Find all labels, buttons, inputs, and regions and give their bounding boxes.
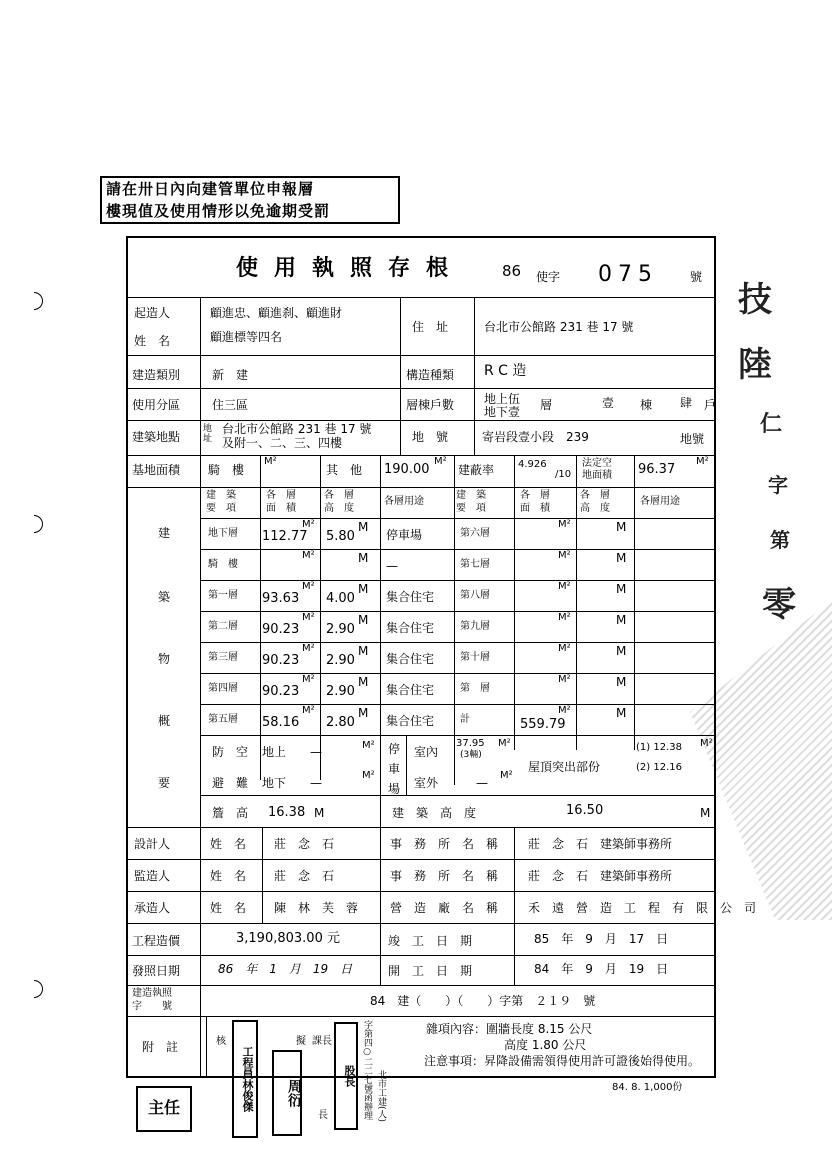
floor-name: 第九層 <box>460 621 490 632</box>
contractor-name: 陳 林 芙 蓉 <box>274 901 359 915</box>
floor-name: 第七層 <box>460 559 490 570</box>
floor-name: 第 層 <box>460 683 490 694</box>
summary-char: 築 <box>158 590 171 604</box>
floor-height: 5.80 <box>326 529 355 544</box>
area-label: 基地面積 <box>132 463 181 477</box>
rule <box>200 580 716 581</box>
col-head: 各 層 <box>520 490 550 501</box>
floor-height: 2.90 <box>326 653 355 668</box>
floors-above: 地上伍 <box>484 392 521 406</box>
name-label: 姓 名 <box>210 837 247 851</box>
supervisor-name: 莊 念 石 <box>274 869 335 883</box>
unit: M <box>700 806 711 820</box>
floor-height: 4.00 <box>326 591 355 606</box>
unit: M <box>358 613 369 627</box>
unit-label: 戶 <box>704 398 717 412</box>
floor-height: 2.90 <box>326 684 355 699</box>
floors-below: 地下壹 <box>484 405 521 419</box>
rule <box>126 923 716 924</box>
unit: M² <box>558 674 571 685</box>
bldg-height-label: 建 築 高 度 <box>392 806 477 820</box>
prefix: 使字 <box>536 270 561 284</box>
build-type: 新 建 <box>212 368 249 382</box>
rule <box>474 297 475 355</box>
unit: M² <box>302 519 315 530</box>
law-reference: 北市工建(人) <box>376 1070 386 1123</box>
shelter-above: 地上 <box>262 745 287 759</box>
floors-label: 層棟戶數 <box>406 398 455 412</box>
floor-use: 停車場 <box>386 528 423 542</box>
summary-char: 物 <box>158 652 171 666</box>
coverage: 4.926 <box>518 459 547 470</box>
name-label: 姓 名 <box>210 869 247 883</box>
office-label: 事 務 所 名 稱 <box>390 837 499 851</box>
chief-seal: 股長 <box>334 1022 358 1130</box>
empty-label-2: 地面積 <box>582 470 612 481</box>
bldg-height: 16.50 <box>566 803 604 818</box>
unit: M² <box>558 581 571 592</box>
floors-unit: 層 <box>540 398 553 412</box>
unit: M <box>358 706 369 720</box>
zone-label: 使用分區 <box>132 398 181 412</box>
unit: M² <box>302 612 315 623</box>
side-char: 零 <box>762 585 796 625</box>
outdoor-label: 室外 <box>414 776 439 790</box>
rule <box>514 455 515 750</box>
col-head: 面 積 <box>266 503 296 514</box>
address-label: 住 址 <box>412 320 449 334</box>
rule <box>126 859 716 860</box>
rule <box>126 891 716 892</box>
unit: M² <box>558 550 571 561</box>
floor-height: 2.80 <box>326 715 355 730</box>
arcade-label: 騎 樓 <box>208 463 245 477</box>
rule <box>260 455 261 780</box>
bldg-count: 壹 <box>602 396 615 410</box>
floor-name: 第八層 <box>460 590 490 601</box>
rule <box>200 355 201 487</box>
rule <box>200 795 716 796</box>
rule <box>200 611 716 612</box>
issue-date: 86 年 1 月 19 日 <box>218 962 353 976</box>
floor-name: 第五層 <box>208 714 238 725</box>
unit: M² <box>362 740 375 751</box>
summary-char: 建 <box>158 526 171 540</box>
lot: 寄岩段壹小段 239 <box>482 430 589 444</box>
other-area: 190.00 <box>384 462 430 477</box>
unit: M <box>616 551 627 565</box>
other-unit: M² <box>434 456 447 467</box>
rule <box>634 455 635 750</box>
punch-hole <box>34 515 43 533</box>
col-head: 各層用途 <box>384 496 424 507</box>
unit: M² <box>558 643 571 654</box>
indoor-label: 室內 <box>414 745 439 759</box>
designer-name: 莊 念 石 <box>274 837 335 851</box>
rule <box>126 487 716 488</box>
cost: 3,190,803.00 元 <box>236 931 340 946</box>
unit: M <box>358 644 369 658</box>
rule <box>200 297 201 355</box>
floor-name: 第六層 <box>460 528 490 539</box>
floor-name: 計 <box>460 714 470 725</box>
supervisor-label: 監造人 <box>134 869 171 883</box>
rule <box>126 297 716 298</box>
floor-area: 90.23 <box>262 684 300 699</box>
col-head: 高 度 <box>324 503 354 514</box>
owner-address: 台北市公館路 231 巷 17 號 <box>484 320 634 334</box>
col-head: 要 項 <box>206 503 236 514</box>
rule <box>200 735 716 736</box>
lot-label: 地 號 <box>412 430 449 444</box>
summary-char: 概 <box>158 714 171 728</box>
rule <box>400 297 401 355</box>
floor-area: 58.16 <box>262 715 300 730</box>
misc-2: 高度 1.80 公尺 <box>504 1038 587 1052</box>
done-date: 85 年 9 月 17 日 <box>534 932 669 946</box>
rule <box>200 642 716 643</box>
permit-number: 075 <box>598 262 658 287</box>
park-char: 場 <box>388 782 401 796</box>
notice-line-2: 樓現值及使用情形以免逾期受罰 <box>106 202 331 220</box>
unit: M² <box>700 738 713 749</box>
office-label: 事 務 所 名 稱 <box>390 869 499 883</box>
rule <box>380 827 381 985</box>
corner-seal: 主任 <box>136 1086 192 1132</box>
roof-area-2: (2) 12.16 <box>636 762 682 773</box>
empty-area: 96.37 <box>638 462 676 477</box>
col-head: 要 項 <box>456 503 486 514</box>
punch-hole <box>34 980 43 998</box>
permit-label-2: 字 號 <box>132 1001 172 1012</box>
site-line-1: 台北市公館路 231 巷 17 號 <box>222 422 372 436</box>
arcade-unit: M² <box>264 456 277 467</box>
unit: M² <box>302 643 315 654</box>
eave-label: 簷 高 <box>212 806 249 820</box>
year: 86 <box>502 262 522 280</box>
reference-column: 字第四○二二七號函辦理 <box>362 1020 372 1120</box>
unit: M² <box>302 674 315 685</box>
rule <box>126 388 716 389</box>
rule <box>200 549 716 550</box>
unit: M² <box>558 612 571 623</box>
site-label: 建築地點 <box>132 430 181 444</box>
col-head: 各 層 <box>266 490 296 501</box>
rule <box>200 704 716 705</box>
other-label: 其 他 <box>326 463 363 477</box>
rule <box>126 985 716 986</box>
rule <box>474 355 475 455</box>
owner-label: 起造人 <box>134 306 171 320</box>
site-side-label: 地址 <box>203 424 213 444</box>
floor-area: 112.77 <box>262 529 308 544</box>
roof-label: 屋頂突出部份 <box>528 760 601 774</box>
build-type-label: 建造類別 <box>132 368 181 382</box>
unit: M² <box>302 550 315 561</box>
unit: M <box>616 613 627 627</box>
roof-area-1: (1) 12.38 <box>636 742 682 753</box>
floor-area: 90.23 <box>262 622 300 637</box>
start-date: 84 年 9 月 19 日 <box>534 962 669 976</box>
form-title: 使用執照存根 <box>236 256 465 281</box>
unit: M <box>358 520 369 534</box>
floor-name: 第十層 <box>460 652 490 663</box>
summary-char: 要 <box>158 776 171 790</box>
permit-ref: 84 建（ ）（ ）字第 ２１９ 號 <box>370 994 596 1008</box>
park-char: 停 <box>388 742 401 756</box>
col-head: 建 築 <box>206 490 236 501</box>
punch-hole <box>34 292 43 310</box>
floor-name: 第一層 <box>208 590 238 601</box>
rule <box>576 455 577 750</box>
designer-label: 設計人 <box>134 837 171 851</box>
side-char: 第 <box>770 528 790 552</box>
dash: — <box>476 776 488 790</box>
empty-label-1: 法定空 <box>582 458 612 469</box>
site-line-2: 及附一、二、三、四樓 <box>222 436 343 450</box>
floor-name: 騎 樓 <box>208 559 238 570</box>
official-seal: 周衍 <box>272 1050 302 1136</box>
side-char: 陸 <box>738 345 772 385</box>
floor-name: 第三層 <box>208 652 238 663</box>
floor-name: 第二層 <box>208 621 238 632</box>
unit: M² <box>498 738 511 749</box>
head-label: 課長 <box>312 1036 332 1047</box>
owner-names: 顧進忠、顧進刹、顧進財 <box>210 306 343 320</box>
col-head: 面 積 <box>520 503 550 514</box>
floor-use: 集合住宅 <box>386 683 435 697</box>
coverage-label: 建蔽率 <box>458 463 495 477</box>
unit: M <box>358 582 369 596</box>
col-head: 各 層 <box>580 490 610 501</box>
side-char: 技 <box>738 280 772 320</box>
floor-use: 集合住宅 <box>386 652 435 666</box>
rule <box>126 455 716 456</box>
suffix: 號 <box>690 270 703 284</box>
dash: — <box>310 745 322 759</box>
unit: M <box>358 551 369 565</box>
note-label: 附 註 <box>142 1040 179 1054</box>
notice-line-1: 請在卅日內向建管單位申報層 <box>106 180 315 198</box>
name-label: 姓 名 <box>210 901 247 915</box>
chief-label: 長 <box>318 1110 328 1121</box>
empty-unit: M² <box>696 456 709 467</box>
unit: M <box>616 706 627 720</box>
side-char: 仁 <box>760 412 783 437</box>
office-label: 營 造 廠 名 稱 <box>390 901 499 915</box>
unit: M <box>616 520 627 534</box>
col-head: 高 度 <box>580 503 610 514</box>
rule <box>514 827 515 985</box>
refuge-label: 避 難 <box>212 776 249 790</box>
notice: 注意事項：昇降設備需領得使用許可證後始得使用。 <box>424 1054 701 1068</box>
unit: M² <box>302 581 315 592</box>
unit: M <box>616 675 627 689</box>
contractor-office: 禾 遠 營 造 工 程 有 限 公 司 <box>528 901 757 915</box>
unit: M² <box>558 705 571 716</box>
unit: M <box>314 806 325 820</box>
owner-names-2: 顧進標等四名 <box>210 330 283 344</box>
indoor-note: (3輛) <box>460 750 482 760</box>
floor-name: 地下層 <box>208 528 238 539</box>
unit: M² <box>558 519 571 530</box>
side-char: 字 <box>768 473 788 497</box>
issue-label: 發照日期 <box>132 964 181 978</box>
structure-type: R C 造 <box>484 363 527 379</box>
designer-office: 莊 念 石 建築師事務所 <box>528 837 673 851</box>
unit: M <box>358 675 369 689</box>
unit: M <box>616 582 627 596</box>
floor-use: 集合住宅 <box>386 714 435 728</box>
check-label: 核 <box>216 1036 226 1047</box>
engineer-seal: 工程員林俊傑 <box>232 1020 258 1138</box>
rule <box>400 355 401 455</box>
col-head: 各 層 <box>324 490 354 501</box>
coverage-denominator: /10 <box>555 469 572 480</box>
zone: 住三區 <box>212 398 249 412</box>
rule <box>126 827 716 828</box>
bldg-unit: 棟 <box>640 398 653 412</box>
cost-label: 工程造價 <box>132 934 181 948</box>
unit-count: 肆 <box>680 396 693 410</box>
rule <box>406 735 407 795</box>
unit: M² <box>302 705 315 716</box>
supervisor-office: 莊 念 石 建築師事務所 <box>528 869 673 883</box>
unit: M <box>616 644 627 658</box>
shelter-below: 地下 <box>262 776 287 790</box>
notice-stamp <box>100 176 400 224</box>
rule <box>262 827 263 923</box>
structure-label: 構造種類 <box>406 368 455 382</box>
floor-area: 559.79 <box>520 717 566 732</box>
permit-label: 建造執照 <box>132 988 172 999</box>
draft-label: 擬 <box>296 1036 306 1047</box>
rule <box>206 1016 207 1078</box>
owner-label-2: 姓 名 <box>134 334 171 348</box>
col-head: 建 築 <box>456 490 486 501</box>
lot-unit: 地號 <box>680 432 705 446</box>
rule <box>126 355 716 356</box>
shelter-label: 防 空 <box>212 745 249 759</box>
rule <box>320 455 321 780</box>
rule <box>200 487 201 827</box>
floor-name: 第四層 <box>208 683 238 694</box>
rule <box>200 827 201 1077</box>
park-char: 車 <box>388 762 401 776</box>
floor-use: 集合住宅 <box>386 590 435 604</box>
start-label: 開 工 日 期 <box>388 964 473 978</box>
dash: — <box>310 776 322 790</box>
floor-area: 93.63 <box>262 591 300 606</box>
floor-use: 集合住宅 <box>386 621 435 635</box>
contractor-label: 承造人 <box>134 901 171 915</box>
floor-use: — <box>386 559 398 573</box>
unit: M² <box>362 770 375 781</box>
print-note: 84. 8. 1,000份 <box>612 1082 683 1093</box>
eave-height: 16.38 <box>268 805 306 820</box>
unit: M² <box>500 770 513 781</box>
rule <box>126 1016 716 1017</box>
floor-height: 2.90 <box>326 622 355 637</box>
misc-1: 雜項內容：圍牆長度 8.15 公尺 <box>426 1022 593 1036</box>
col-head: 各層用途 <box>640 496 680 507</box>
rule <box>126 420 716 421</box>
rule <box>200 673 716 674</box>
rule <box>126 955 716 956</box>
done-label: 竣 工 日 期 <box>388 934 473 948</box>
floor-area: 90.23 <box>262 653 300 668</box>
indoor-parking: 37.95 <box>456 738 485 749</box>
rule <box>200 518 716 519</box>
